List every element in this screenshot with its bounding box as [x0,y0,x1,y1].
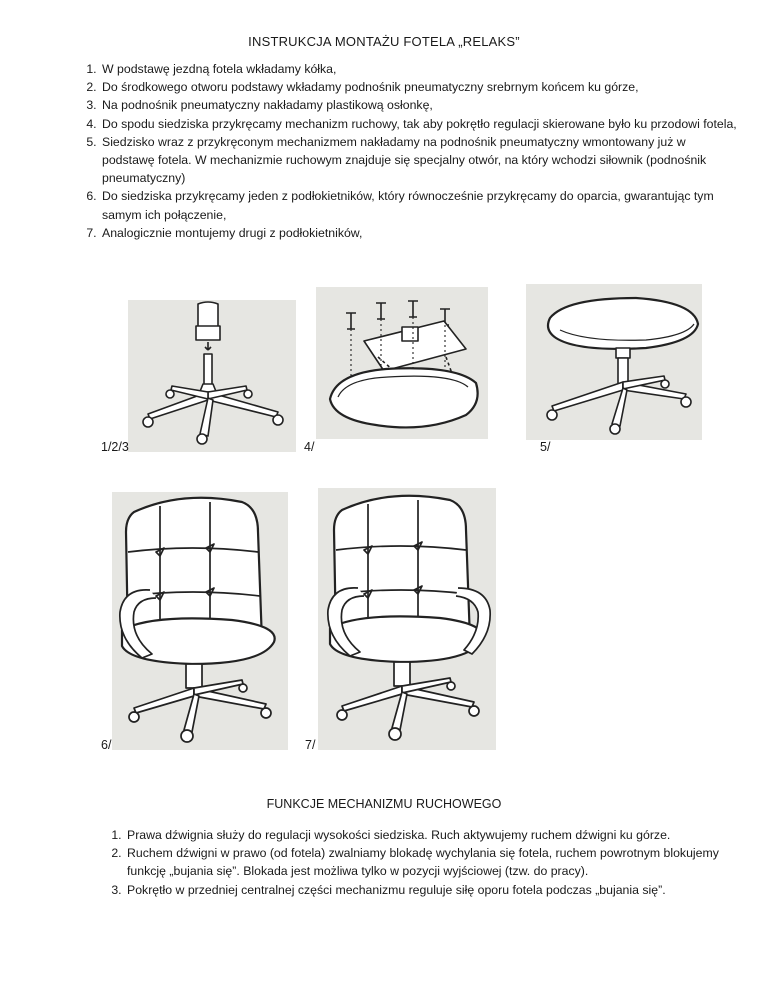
figure-caption: 5/ [540,440,551,454]
document-title: INSTRUKCJA MONTAŻU FOTELA „RELAKS” [248,34,520,49]
mechanism-function: 3. Pokrętło w przedniej centralnej części mechanizmu reguluje siłę oporu fotela podczas „bujania się”. [125,881,745,899]
figure-caption: 6/ [101,738,112,752]
assembly-step: 7. Analogicznie montujemy drugi z podłokietników, [100,224,740,242]
assembly-step: 6. Do siedziska przykręcamy jeden z podłokietników, który równocześnie przykręcamy do oparcia, gwarantując tym samym ich połączenie, [100,187,740,223]
base-with-gas-lift-illustration [128,300,296,452]
chair-one-armrest-illustration [112,492,288,750]
chair-complete-illustration [318,488,496,750]
mechanism-function: 1. Prawa dźwignia służy do regulacji wysokości siedziska. Ruch aktywujemy ruchem dźwigni ku górze. [125,826,745,844]
seat-on-base-illustration [526,284,702,440]
assembly-steps-list [76,60,740,242]
figure-caption: 7/ [305,738,316,752]
assembly-step: 2. Do środkowego otworu podstawy wkładamy podnośnik pneumatyczny srebrnym końcem ku górze, [100,78,740,96]
mechanism-function: 2. Ruchem dźwigni w prawo (od fotela) zwalniamy blokadę wychylania się fotela, ruchem powrotnym blokujemy funkcję „bujania się”. Blokada jest możliwa tylko w pozycji wyjściowej (tzw. do pracy). [125,844,745,880]
assembly-step: 1. W podstawę jezdną fotela wkładamy kółka, [100,60,740,78]
figure-caption: 1/2/3 [101,440,129,454]
functions-title: FUNKCJE MECHANIZMU RUCHOWEGO [266,797,502,811]
assembly-step: 3. Na podnośnik pneumatyczny nakładamy plastikową osłonkę, [100,96,740,114]
figure-caption: 4/ [304,440,315,454]
assembly-step: 4. Do spodu siedziska przykręcamy mechanizm ruchowy, tak aby pokrętło regulacji skierowane było ku przodowi fotela, [100,115,740,133]
assembly-step: 5. Siedzisko wraz z przykręconym mechanizmem nakładamy na podnośnik pneumatyczny wmontowany już w podstawę fotela. W mechanizmie ruchowym znajduje się specjalny otwór, na który wchodzi siłownik (podnośnik pneumatyczny) [100,133,740,188]
mechanism-functions-list [101,826,745,899]
seat-underside-mechanism-illustration [316,287,488,439]
